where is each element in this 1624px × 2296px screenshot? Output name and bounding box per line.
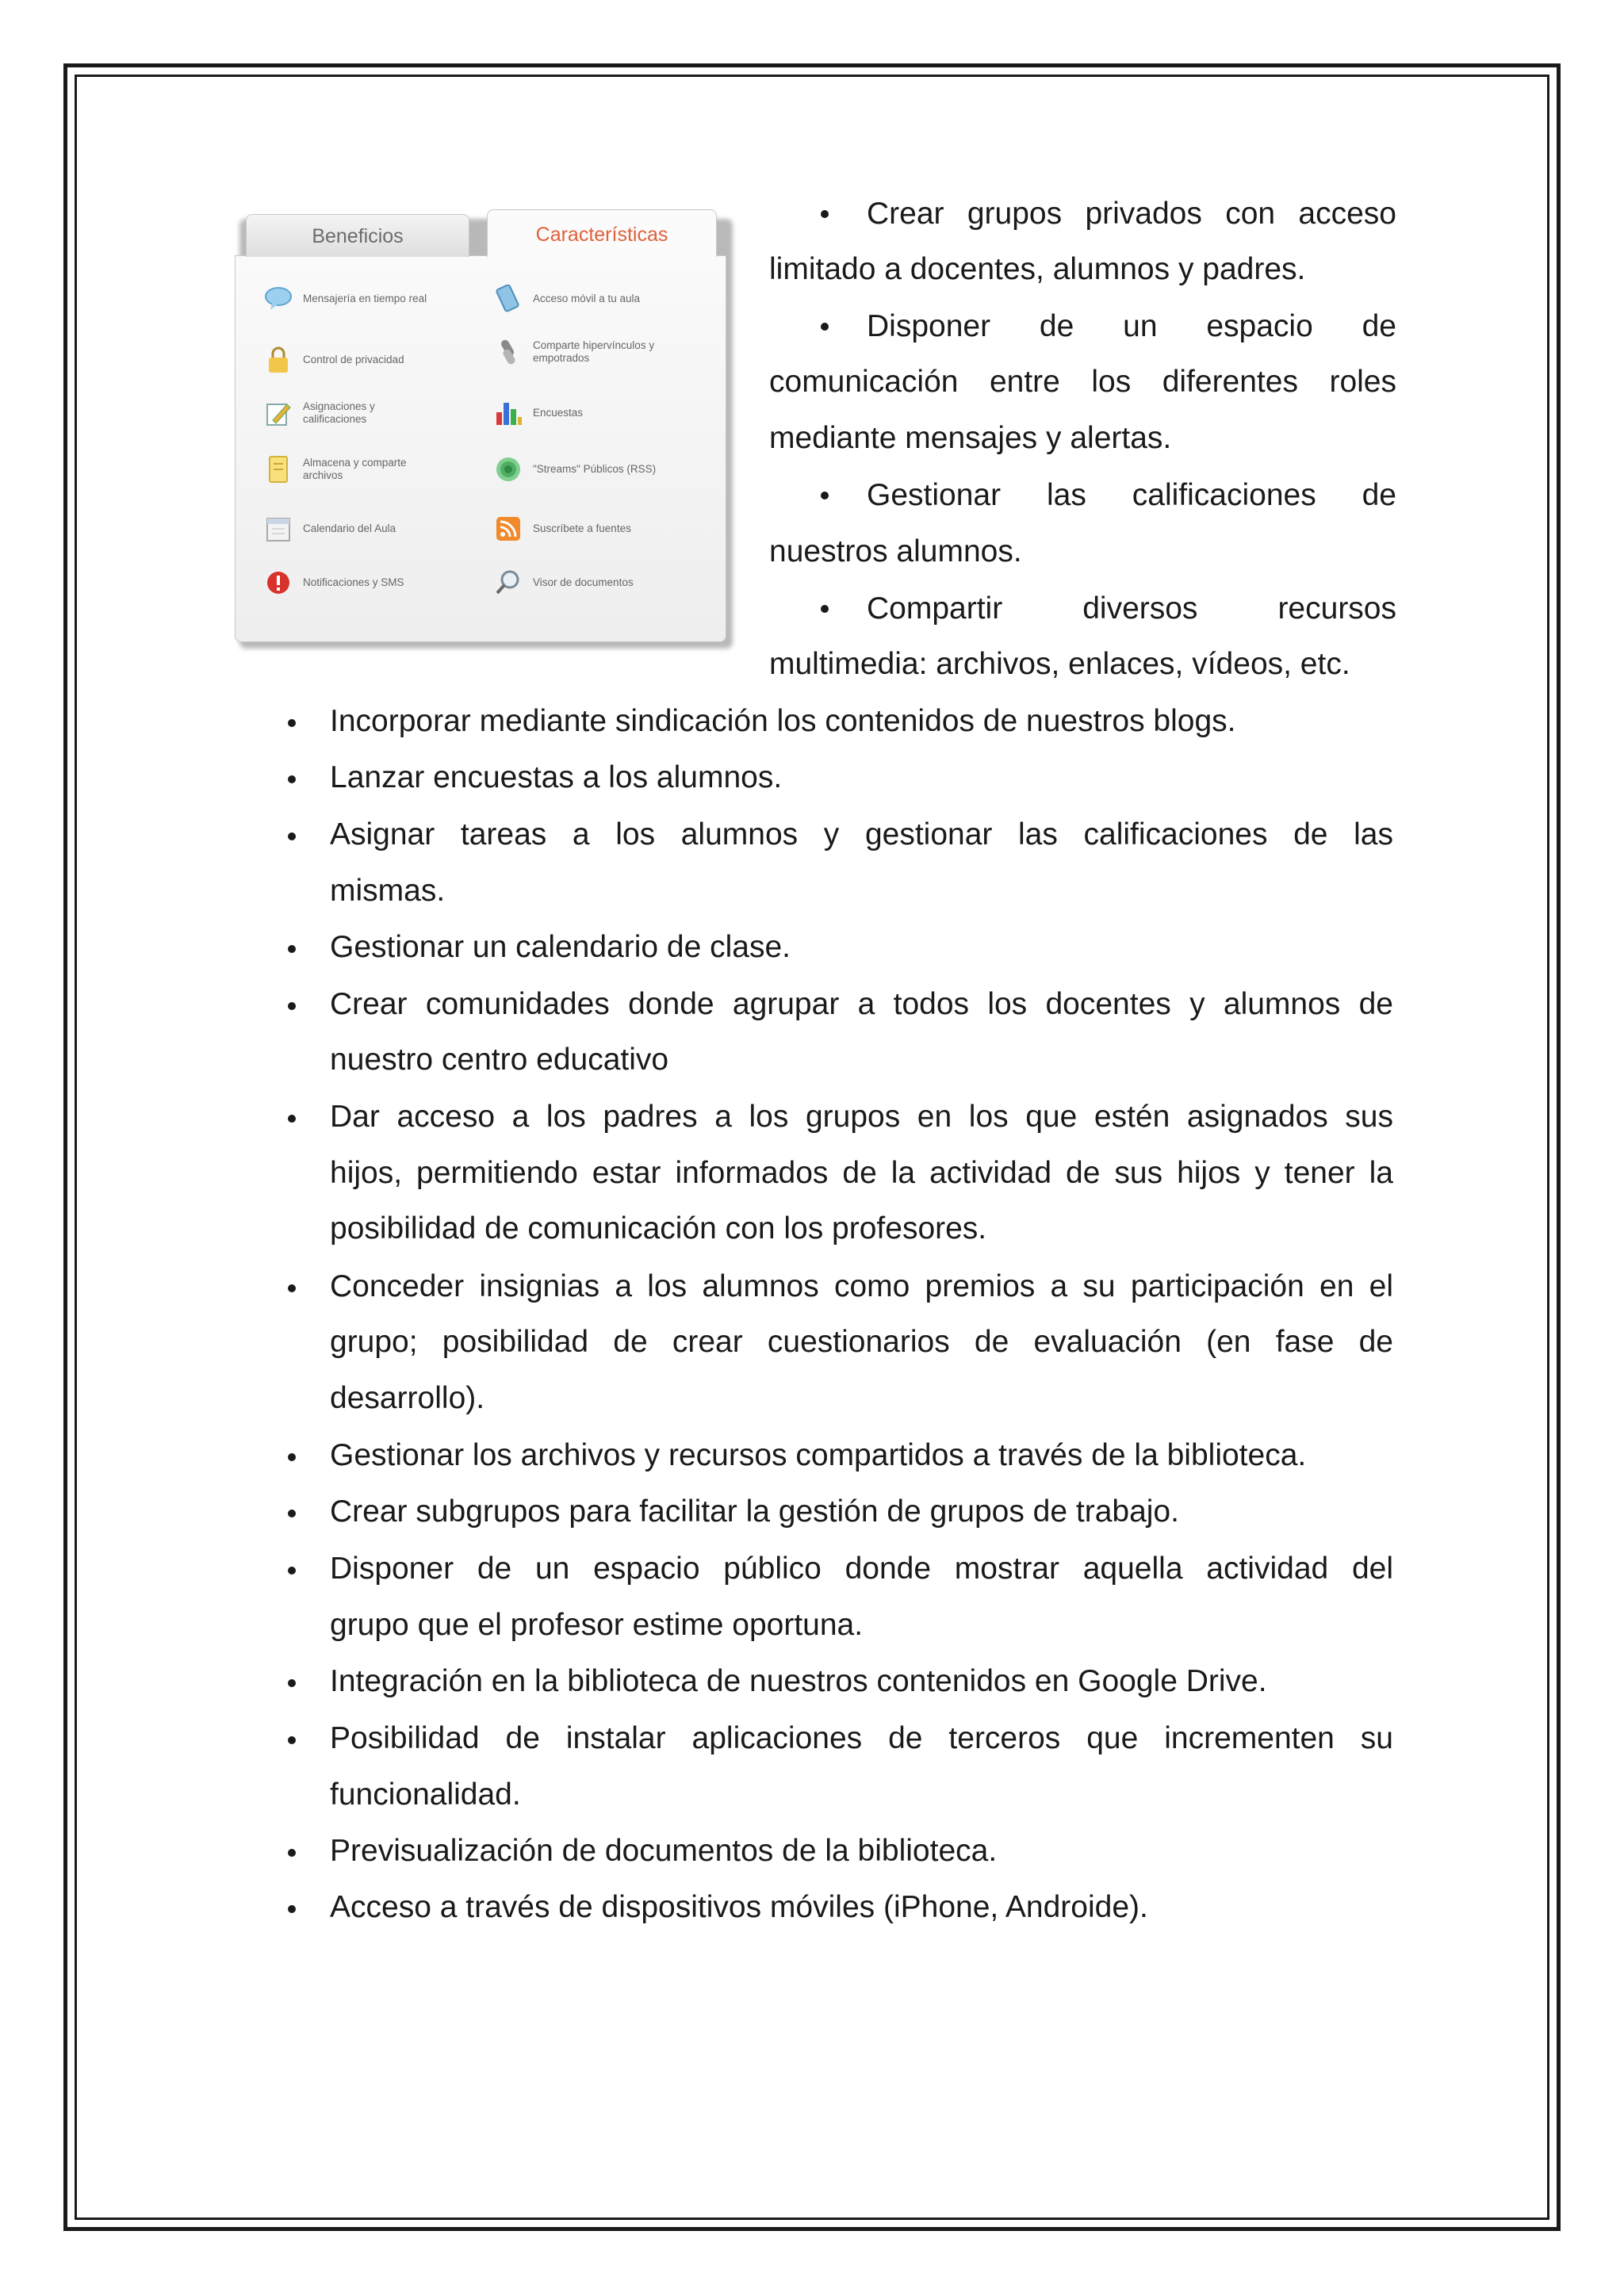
bullet-7-line-3: desarrollo). — [330, 1381, 485, 1415]
feature-item: Comparte hipervínculos y empotrados — [493, 337, 668, 367]
bullet-dot — [288, 1905, 296, 1913]
bullet-dot — [288, 1115, 296, 1123]
document-icon — [263, 454, 293, 484]
bullet-10-line-1: Disponer de un espacio público donde mostrar aquella actividad del — [330, 1552, 1393, 1586]
calendar-icon — [263, 514, 293, 544]
bullet-2-line-1: Lanzar encuestas a los alumnos. — [330, 760, 783, 794]
feature-item: Suscríbete a fuentes — [493, 514, 668, 544]
feature-item: Encuestas — [493, 398, 668, 428]
bullet-7-line-2: grupo; posibilidad de crear cuestionarios de evaluación (en fase de — [330, 1325, 1393, 1359]
stream-icon — [493, 454, 523, 484]
bullet-dot — [821, 210, 829, 218]
bullet-11-line-1: Integración en la biblioteca de nuestros contenidos en Google Drive. — [330, 1664, 1267, 1698]
bullet-dot — [821, 605, 829, 613]
bullet-5-line-2: nuestro centro educativo — [330, 1043, 669, 1077]
bullet-13-line-1: Previsualización de documentos de la biblioteca. — [330, 1834, 998, 1868]
side-bullet-1-line-1: Crear grupos privados con acceso — [867, 197, 1396, 231]
side-bullet-4-line-1: Compartir diversos recursos — [867, 591, 1396, 626]
feature-item: Mensajería en tiempo real — [263, 284, 438, 314]
feature-item: "Streams" Públicos (RSS) — [493, 454, 668, 484]
feature-item: Almacena y comparte archivos — [263, 454, 438, 484]
side-bullet-2-line-1: Disponer de un espacio de — [867, 309, 1396, 343]
bullet-5-line-1: Crear comunidades donde agrupar a todos los docentes y alumnos de — [330, 987, 1393, 1021]
bullet-12-line-1: Posibilidad de instalar aplicaciones de terceros que incrementen su — [330, 1721, 1393, 1755]
bullet-6-line-1: Dar acceso a los padres a los grupos en los que estén asignados sus — [330, 1100, 1393, 1134]
bullet-dot — [288, 775, 296, 783]
bullet-3-line-1: Asignar tareas a los alumnos y gestionar las calificaciones de las — [330, 817, 1393, 851]
pencil-icon — [263, 398, 293, 428]
bullet-dot — [821, 492, 829, 499]
bullet-14-line-1: Acceso a través de dispositivos móviles (iPhone, Androide). — [330, 1890, 1148, 1924]
bullet-dot — [288, 1567, 296, 1575]
bullet-dot — [288, 1510, 296, 1517]
link-icon — [493, 337, 523, 367]
bullet-6-line-2: hijos, permitiendo estar informados de la actividad de sus hijos y tener la — [330, 1156, 1393, 1190]
bullet-dot — [288, 1736, 296, 1744]
lock-icon — [263, 345, 293, 375]
side-bullet-4-line-2: multimedia: archivos, enlaces, vídeos, etc. — [769, 647, 1350, 681]
magnifier-icon — [493, 568, 523, 598]
side-bullet-3-line-1: Gestionar las calificaciones de — [867, 478, 1396, 512]
bullet-12-line-2: funcionalidad. — [330, 1777, 521, 1812]
bullet-6-line-3: posibilidad de comunicación con los profesores. — [330, 1211, 987, 1246]
bullet-7-line-1: Conceder insignias a los alumnos como premios a su participación en el — [330, 1269, 1393, 1303]
bullet-3-line-2: mismas. — [330, 874, 446, 908]
bullet-dot — [288, 1849, 296, 1857]
bar-chart-icon — [493, 398, 523, 428]
tab-caracteristicas: Características — [487, 209, 717, 257]
bullet-dot — [288, 1284, 296, 1292]
bullet-dot — [288, 719, 296, 727]
bullet-8-line-1: Gestionar los archivos y recursos compartidos a través de la biblioteca. — [330, 1438, 1307, 1472]
bullet-dot — [288, 832, 296, 840]
bullet-9-line-1: Crear subgrupos para facilitar la gestión de grupos de trabajo. — [330, 1494, 1179, 1529]
bullet-dot — [288, 1453, 296, 1461]
speech-bubble-icon — [263, 284, 293, 314]
bullet-4-line-1: Gestionar un calendario de clase. — [330, 930, 791, 964]
side-bullet-2-line-2: comunicación entre los diferentes roles — [769, 365, 1396, 399]
mobile-icon — [493, 284, 523, 314]
bullet-dot — [288, 945, 296, 953]
bullet-1-line-1: Incorporar mediante sindicación los contenidos de nuestros blogs. — [330, 704, 1236, 738]
tab-beneficios: Beneficios — [246, 214, 469, 257]
rss-icon — [493, 514, 523, 544]
feature-item: Notificaciones y SMS — [263, 568, 438, 598]
feature-item: Control de privacidad — [263, 345, 438, 375]
side-bullet-3-line-2: nuestros alumnos. — [769, 534, 1022, 568]
side-bullet-1-line-2: limitado a docentes, alumnos y padres. — [769, 252, 1306, 286]
feature-item: Visor de documentos — [493, 568, 668, 598]
feature-item: Calendario del Aula — [263, 514, 438, 544]
feature-item: Acceso móvil a tu aula — [493, 284, 668, 314]
bullet-10-line-2: grupo que el profesor estime oportuna. — [330, 1608, 864, 1642]
bullet-dot — [821, 323, 829, 331]
side-bullet-2-line-3: mediante mensajes y alertas. — [769, 421, 1172, 455]
alert-icon — [263, 568, 293, 598]
feature-item: Asignaciones y calificaciones — [263, 398, 438, 428]
features-widget-image — [235, 214, 733, 649]
bullet-dot — [288, 1679, 296, 1687]
bullet-dot — [288, 1002, 296, 1010]
